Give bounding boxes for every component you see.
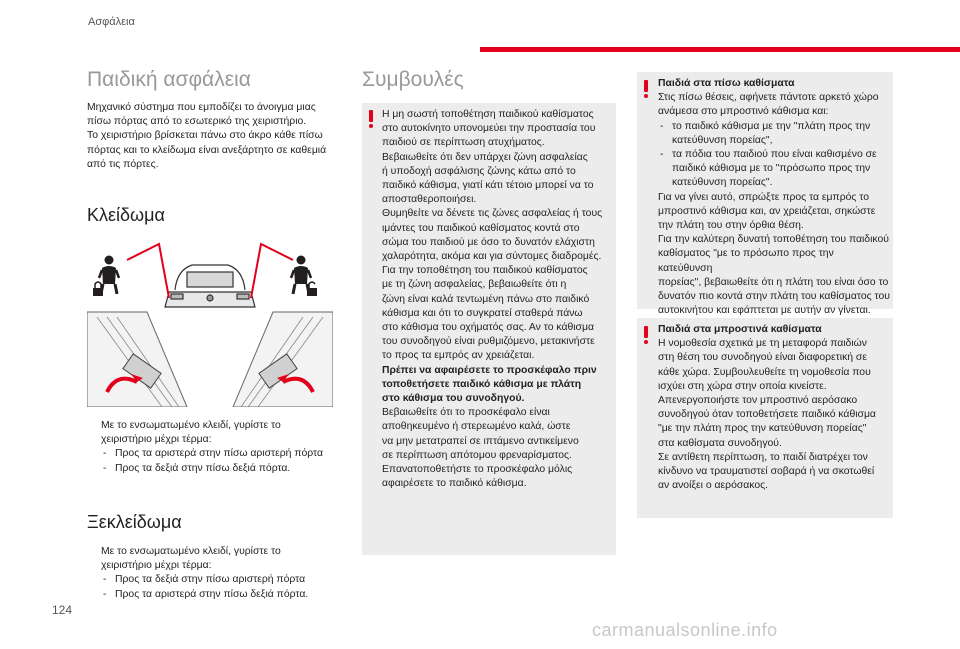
front-seats-line: συνοδηγού όταν τοποθετήσετε παιδικό κάθισμα — [658, 409, 876, 421]
advice-panel — [362, 103, 616, 555]
child-lock-diagram — [87, 232, 333, 407]
list-item: - Προς τα αριστερά στην πίσω δεξιά πόρτα. — [101, 588, 357, 602]
front-seats-panel — [637, 318, 893, 518]
unlock-heading: Ξεκλείδωμα — [87, 512, 182, 532]
advice-line: χαλαρότητα, ακόμα και για σύντομες διαδρομές. — [382, 251, 602, 263]
advice-line: ή υποδοχή ασφάλισης ζώνης κάτω από το — [382, 165, 576, 177]
advice-text — [382, 108, 614, 491]
rear-seats-line: μπροστινό κάθισμα και, αν χρειάζεται, σηκώστε — [658, 205, 876, 217]
advice-line: παιδικό κάθισμα, γιατί κάτι τέτοιο μπορεί να το — [382, 180, 594, 192]
rear-seats-line: Στις πίσω θέσεις, αφήνετε πάντοτε αρκετό χώρο — [658, 92, 879, 104]
warning-icon — [643, 80, 649, 98]
rear-seats-line: ανάμεσα στο μπροστινό κάθισμα και: — [658, 106, 829, 118]
list-item: - Προς τα δεξιά στην πίσω δεξιά πόρτα. — [101, 462, 357, 476]
page-number: 124 — [52, 603, 73, 617]
warning-icon — [643, 326, 649, 344]
lock-instructions — [87, 419, 357, 476]
front-seats-line: Σε αντίθετη περίπτωση, το παιδί διατρέχει τον — [658, 451, 868, 463]
front-seats-line: "με την πλάτη προς την κατεύθυνση πορείας" — [658, 423, 867, 435]
advice-line: Θυμηθείτε να δένετε τις ζώνες ασφαλείας ή τους — [382, 208, 603, 220]
intro-line: Το χειριστήριο βρίσκεται πάνω στο άκρο κάθε πίσω — [87, 130, 323, 142]
front-seats-line: στη θέση του συνοδηγού είναι διαφορετική σε — [658, 352, 867, 364]
front-seats-line: αν ανοίξει ο αερόσακος. — [658, 480, 769, 492]
front-seats-title: Παιδιά στα μπροστινά καθίσματα — [658, 324, 822, 335]
advice-line: Η μη σωστή τοποθέτηση παιδικού καθίσματος — [382, 109, 594, 120]
advice-line: Βεβαιωθείτε ότι δεν υπάρχει ζώνη ασφαλείας — [382, 151, 588, 163]
advice-title: Συμβουλές — [362, 68, 464, 91]
list-item: - Προς τα αριστερά στην πίσω αριστερή πόρτα — [101, 447, 357, 461]
rear-seats-title: Παιδιά στα πίσω καθίσματα — [658, 78, 795, 89]
advice-bold-line: στο κάθισμα του συνοδηγού. — [382, 393, 525, 405]
rear-seats-text — [658, 77, 890, 318]
list-item: - Προς τα δεξιά στην πίσω αριστερή πόρτα — [101, 573, 357, 587]
rear-seats-line: την πλάτη του στην όρθια θέση. — [658, 220, 804, 232]
advice-line: αποθηκευμένο ή στερεωμένο καλά, ώστε — [382, 421, 571, 433]
advice-line: στο αυτοκίνητο υπονομεύει την προστασία του — [382, 123, 596, 135]
list-item: - τα πόδια του παιδιού που είναι καθισμένο σε παιδικό κάθισμα με το "πρόσωπο προς την κατεύθυνση πορείας". — [658, 148, 890, 191]
unlock-step — [87, 545, 357, 602]
advice-line: κάθισμα και ότι το συγκρατεί σταθερά πάνω — [382, 307, 583, 319]
rear-seats-line: αυτοκινήτου και εφάπτεται με αυτήν αν γίνεται. — [658, 305, 871, 317]
advice-line: αποσταθεροποιήσει. — [382, 194, 477, 206]
advice-line: ζώνη είναι καλά τεντωμένη πάνω στο παιδικό — [382, 293, 590, 305]
advice-line: Βεβαιωθείτε ότι το προσκέφαλο είναι — [382, 407, 550, 419]
advice-line: παιδιού σε περίπτωση ατυχήματος. — [382, 137, 545, 149]
rear-seats-line: δυνατόν πιο κοντά στην πλάτη του καθίσματος του — [658, 291, 890, 303]
lock-step-line: χειριστήριο μέχρι τέρμα: — [101, 434, 212, 446]
lock-heading: Κλείδωμα — [87, 205, 165, 225]
rear-seats-line: Για να γίνει αυτό, σπρώξτε προς τα εμπρός το — [658, 191, 870, 203]
intro-line: Μηχανικό σύστημα που εμποδίζει το άνοιγμα μιας — [87, 102, 316, 113]
unlock-step-line: χειριστήριο μέχρι τέρμα: — [101, 560, 212, 572]
unlock-step-line: Με το ενσωματωμένο κλειδί, γυρίστε το — [101, 546, 281, 557]
advice-line: Για την τοποθέτηση του παιδικού καθίσματος — [382, 265, 588, 277]
front-seats-line: Απενεργοποιήστε τον μπροστινό αερόσακο — [658, 395, 858, 407]
advice-bold-line: τοποθετήσετε παιδικό κάθισμα με πλάτη — [382, 378, 582, 390]
watermark: carmanualsonline.info — [592, 620, 778, 640]
intro-line: πίσω πόρτας από το εσωτερικό της χειριστήριο. — [87, 116, 307, 128]
advice-line: σε περίπτωση απότομου φρεναρίσματος. — [382, 449, 572, 461]
rear-seats-line: πορείας", βεβαιωθείτε ότι η πλάτη του είναι όσο το — [658, 276, 889, 288]
advice-bold-line: Πρέπει να αφαιρέσετε το προσκέφαλο πριν — [382, 364, 597, 376]
advice-line: στο κάθισμα του οχήματός σας. Αν το κάθισμα — [382, 322, 594, 334]
advice-line: ιμάντες του παιδικού καθίσματος κοντά στο — [382, 222, 580, 234]
advice-line: Επανατοποθετήστε το προσκέφαλο μόλις — [382, 464, 573, 476]
front-seats-line: κίνδυνο να τραυματιστεί σοβαρά ή να σκοτωθεί — [658, 466, 875, 478]
section-label: Ασφάλεια — [88, 16, 135, 28]
rear-seats-line: Για την καλύτερη δυνατή τοποθέτηση του παιδικού — [658, 234, 889, 246]
page-title: Παιδική ασφάλεια — [87, 68, 251, 91]
list-item: - το παιδικό κάθισμα με την "πλάτη προς την κατεύθυνση πορείας", — [658, 120, 890, 148]
advice-line: σώμα του παιδιού με όσο το δυνατόν ελάχιστη — [382, 236, 595, 248]
lock-step-line: Με το ενσωματωμένο κλειδί, γυρίστε το — [101, 420, 281, 431]
advice-line: αφαιρέσετε το παιδικό κάθισμα. — [382, 478, 527, 490]
warning-icon — [368, 110, 374, 128]
intro-line: από τις πόρτες. — [87, 158, 159, 170]
front-seats-text — [658, 323, 890, 493]
lock-step — [87, 419, 357, 476]
advice-line: του συνοδηγού είναι ρυθμιζόμενο, μετακινήστε — [382, 336, 595, 348]
rear-seats-line: καθίσματος "με το πρόσωπο προς την κατεύθυνση — [658, 248, 834, 274]
unlock-instructions — [87, 545, 357, 602]
header-accent-bar — [480, 47, 960, 52]
front-seats-line: στα καθίσματα συνοδηγού. — [658, 437, 782, 449]
child-lock-illustration — [87, 232, 333, 407]
front-seats-line: κάθε χώρα. Συμβουλευθείτε τη νομοθεσία που — [658, 366, 871, 378]
advice-line: το προς τα εμπρός αν χρειάζεται. — [382, 350, 535, 362]
rear-seats-panel — [637, 72, 893, 317]
front-seats-line: ισχύει στη χώρα στην οποία κινείστε. — [658, 380, 827, 392]
advice-line: να μην μετατραπεί σε ιπτάμενο αντικείμενο — [382, 435, 579, 447]
advice-line: με τη ζώνη ασφαλείας, βεβαιωθείτε ότι η — [382, 279, 567, 291]
intro-text — [87, 101, 357, 172]
intro-line: πόρτας και το κλείδωμα είναι ανεξάρτητο σε καθεμιά — [87, 144, 327, 156]
front-seats-line: Η νομοθεσία σχετικά με τη μεταφορά παιδιών — [658, 338, 867, 350]
